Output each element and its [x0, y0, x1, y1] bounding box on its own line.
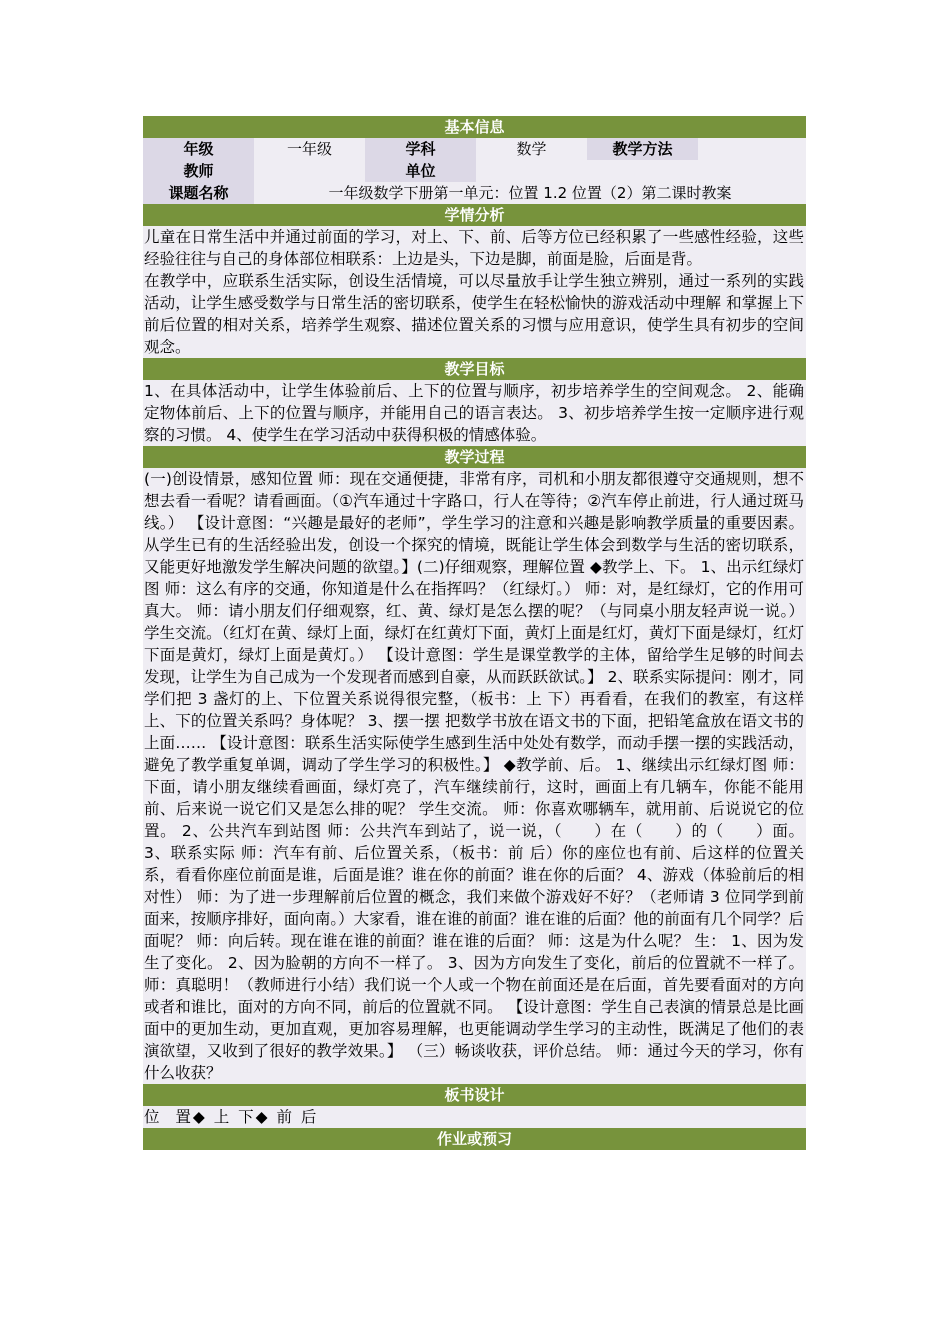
unit-value [476, 160, 806, 182]
section-header-objectives: 教学目标 [143, 358, 806, 380]
learning-analysis-text [143, 226, 806, 358]
learning-analysis-paragraph: 儿童在日常生活中并通过前面的学习，对上、下、前、后等方位已经积累了一些感性经验，这些经验往往与自己的身体部位相联系：上边是头，下边是脚，前面是脸，后面是背。 [144, 228, 804, 268]
objectives-text: 1、在具体活动中，让学生体验前后、上下的位置与顺序，初步培养学生的空间观念。 2、能确定物体前后、上下的位置与顺序，并能用自己的语言表达。 3、初步培养学生按一定顺序进行观察的习惯。 4、使学生在学习活动中获得积极的情感体验。 [144, 382, 804, 444]
subject-value: 数学 [476, 138, 587, 160]
unit-label: 单位 [365, 160, 476, 182]
board-design-text: 位 置◆ 上 下◆ 前 后 [143, 1106, 806, 1128]
learning-analysis-paragraph: 在教学中，应联系生活实际，创设生活情境，可以尽量放手让学生独立辨别，通过一系列的实践活动，让学生感受数学与日常生活的密切联系，使学生在轻松愉快的游戏活动中理解 和掌握上下前后位置的相对关系，培养学生观察、描述位置关系的习惯与应用意识，使学生具有初步的空间观念。 [144, 272, 804, 356]
method-value [698, 138, 806, 160]
method-label: 教学方法 [587, 138, 698, 160]
section-header-homework: 作业或预习 [143, 1128, 806, 1150]
info-row-3 [143, 182, 806, 204]
section-header-basic-info: 基本信息 [143, 116, 806, 138]
subject-label: 学科 [365, 138, 476, 160]
process-text: (一)创设情景，感知位置 师：现在交通便捷，非常有序，司机和小朋友都很遵守交通规则，想不想去看一看呢？请看画面。（①汽车通过十字路口，行人在等待；②汽车停止前进，行人通过斑马线。） 【设计意图：“兴趣是最好的老师”，学生学习的注意和兴趣是影响教学质量的重要因素。从学生已有的生活经验出发，创设一个探究的情境，既能让学生体会到数学与生活的密切联系，又能更好地激发学生解决问题的欲望。】(二)仔细观察，理解位置 ◆教学上、下。 1、出示红绿灯图 师：这么有序的交通，你知道是什么在指挥吗？（红绿灯。） 师：对，是红绿灯，它的作用可真大。 师：请小朋友们仔细观察，红、黄、绿灯是怎么摆的呢？（与同桌小朋友轻声说一说。） 学生交流。（红灯在黄、绿灯上面，绿灯在红黄灯下面，黄灯上面是红灯，黄灯下面是绿灯，红灯下面是黄灯，绿灯上面是黄灯。） 【设计意图：学生是课堂教学的主体，留给学生足够的时间去发现，让学生为自己成为一个发现者而感到自豪，从而跃跃欲试。】 2、联系实际提问：刚才，同学们把 3 盏灯的上、下位置关系说得很完整，（板书：上 下）再看看，在我们的教室，有这样上、下的位置关系吗？身体呢？ 3、摆一摆 把数学书放在语文书的下面，把铅笔盒放在语文书的上面…… 【设计意图：联系生活实际使学生感到生活中处处有数学，而动手摆一摆的实践活动，避免了教学重复单调，调动了学生学习的积极性。】 ◆教学前、后。 1、继续出示红绿灯图 师：下面，请小朋友继续看画面，绿灯亮了，汽车继续前行，这时，画面上有几辆车，你能不能用前、后来说一说它们又是怎么排的呢？ 学生交流。 师：你喜欢哪辆车，就用前、后说说它的位置。 2、公共汽车到站图 师：公共汽车到站了，说一说，（ ）在（ ）的（ ）面。 3、联系实际 师：汽车有前、后位置关系，（板书：前 后）你的座位也有前、后这样的位置关系，看看你座位前面是谁，后面是谁？谁在你的前面？谁在你的后面？ 4、游戏（体验前后的相对性） 师：为了进一步理解前后位置的概念，我们来做个游戏好不好？（老师请 3 位同学到前面来，按顺序排好，面向南。）大家看，谁在谁的前面？谁在谁的后面？他的前面有几个同学？后面呢？ 师：向后转。现在谁在谁的前面？谁在谁的后面？ 师：这是为什么呢？ 生： 1、因为发生了变化。 2、因为脸朝的方向不一样了。 3、因为方向发生了变化，前后的位置就不一样了。 师：真聪明！（教师进行小结）我们说一个人或一个物在前面还是在后面，首先要看面对的方向或者和谁比，面对的方向不同，前后的位置就不同。 【设计意图：学生自己表演的情景总是比画面中的更加生动，更加直观，更加容易理解，也更能调动学生学习的主动性，既满足了他们的表演欲望，又收到了很好的教学效果。】 （三）畅谈收获，评价总结。 师：通过今天的学习，你有什么收获？ [144, 470, 804, 1082]
grade-label: 年级 [143, 138, 254, 160]
section-header-learning-analysis: 学情分析 [143, 204, 806, 226]
teacher-value [254, 160, 365, 182]
lesson-plan-table [143, 116, 806, 1150]
topic-label: 课题名称 [143, 182, 254, 204]
section-header-board-design: 板书设计 [143, 1084, 806, 1106]
teacher-label: 教师 [143, 160, 254, 182]
grade-value: 一年级 [254, 138, 365, 160]
info-row-2 [143, 160, 806, 182]
section-header-process: 教学过程 [143, 446, 806, 468]
info-row-1 [143, 138, 806, 160]
topic-value: 一年级数学下册第一单元：位置 1.2 位置（2）第二课时教案 [254, 182, 806, 204]
